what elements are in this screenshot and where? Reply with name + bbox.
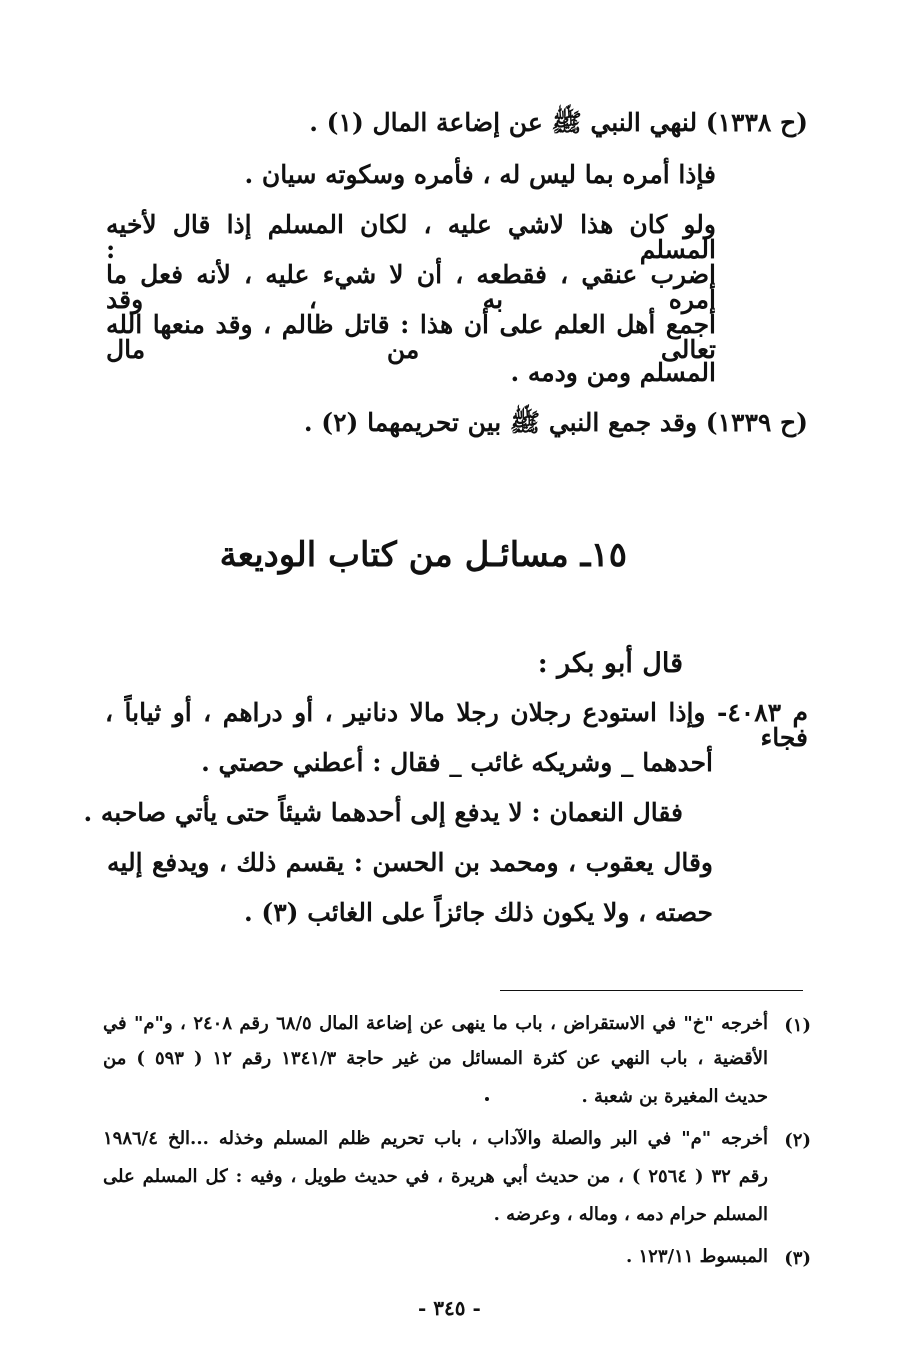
footnote-number: (١) [784,1015,811,1036]
body-line: (ح ١٣٣٩) وقد جمع النبي ﷺ بين تحريمهما (٢) . [303,408,808,437]
footnote-separator [500,990,803,991]
footnote-line: أخرجه "م" في البر والصلة والآداب ، باب تحريم ظلم المسلم وخذله ...الخ ١٩٨٦/٤ [103,1128,768,1149]
body-line: (ح ١٣٣٨) لنهي النبي ﷺ عن إضاعة المال (١) . [309,108,808,137]
section-line: م ٤٠٨٣- وإذا استودع رجلان رجلا مالا دنانير ، أو دراهم ، أو ثياباً ، فجاء [105,698,809,752]
body-line: اضرب عنقي ، فقطعه ، أن لا شيء عليه ، لأنه فعل ما أمره به ، وقد [106,260,716,314]
footnote-line: أخرجه "خ" في الاستقراض ، باب ما ينهى عن إضاعة المال ٦٨/٥ رقم ٢٤٠٨ ، و"م" في [103,1013,769,1034]
page-number: - ٣٤٥ - [418,1296,481,1320]
footnote-line: الأقضية ، باب النهي عن كثرة المسائل من غير حاجة ١٣٤١/٣ رقم ١٢ ( ٥٩٣ ) من [103,1048,768,1069]
body-line: المسلم ومن ودمه . [510,358,716,387]
footnote-line: حديث المغيرة بن شعبة . [581,1086,768,1107]
section-intro: قال أبو بكر : [537,648,683,679]
stray-dot [485,1097,489,1101]
body-line: ولو كان هذا لاشي عليه ، لكان المسلم إذا قال لأخيه المسلم : [106,210,716,264]
section-line: أحدهما _ وشريكه غائب _ فقال : أعطني حصتي . [201,748,713,777]
footnote-line: المبسوط ١٢٣/١١ . [625,1246,768,1267]
section-line: حصته ، ولا يكون ذلك جائزاً على الغائب (٣) . [243,898,713,927]
section-heading: ١٥ـ مسائـل من كتاب الوديعة [219,535,627,575]
footnote-line: رقم ٣٢ ( ٢٥٦٤ ) ، من حديث أبي هريرة ، في حديث طويل ، وفيه : كل المسلم على [103,1166,768,1187]
body-line: فإذا أمره بما ليس له ، فأمره وسكوته سيان . [244,160,716,189]
body-line: أجمع أهل العلم على أن هذا : قاتل ظالم ، وقد منعها الله تعالى من مال [106,310,716,364]
section-line: وقال يعقوب ، ومحمد بن الحسن : يقسم ذلك ، ويدفع إليه [107,848,713,877]
footnote-number: (٢) [784,1130,811,1151]
footnote-number: (٣) [784,1248,811,1269]
footnote-line: المسلم حرام دمه ، وماله ، وعرضه . [493,1204,768,1225]
section-line: فقال النعمان : لا يدفع إلى أحدهما شيئاً حتى يأتي صاحبه . [83,798,683,827]
